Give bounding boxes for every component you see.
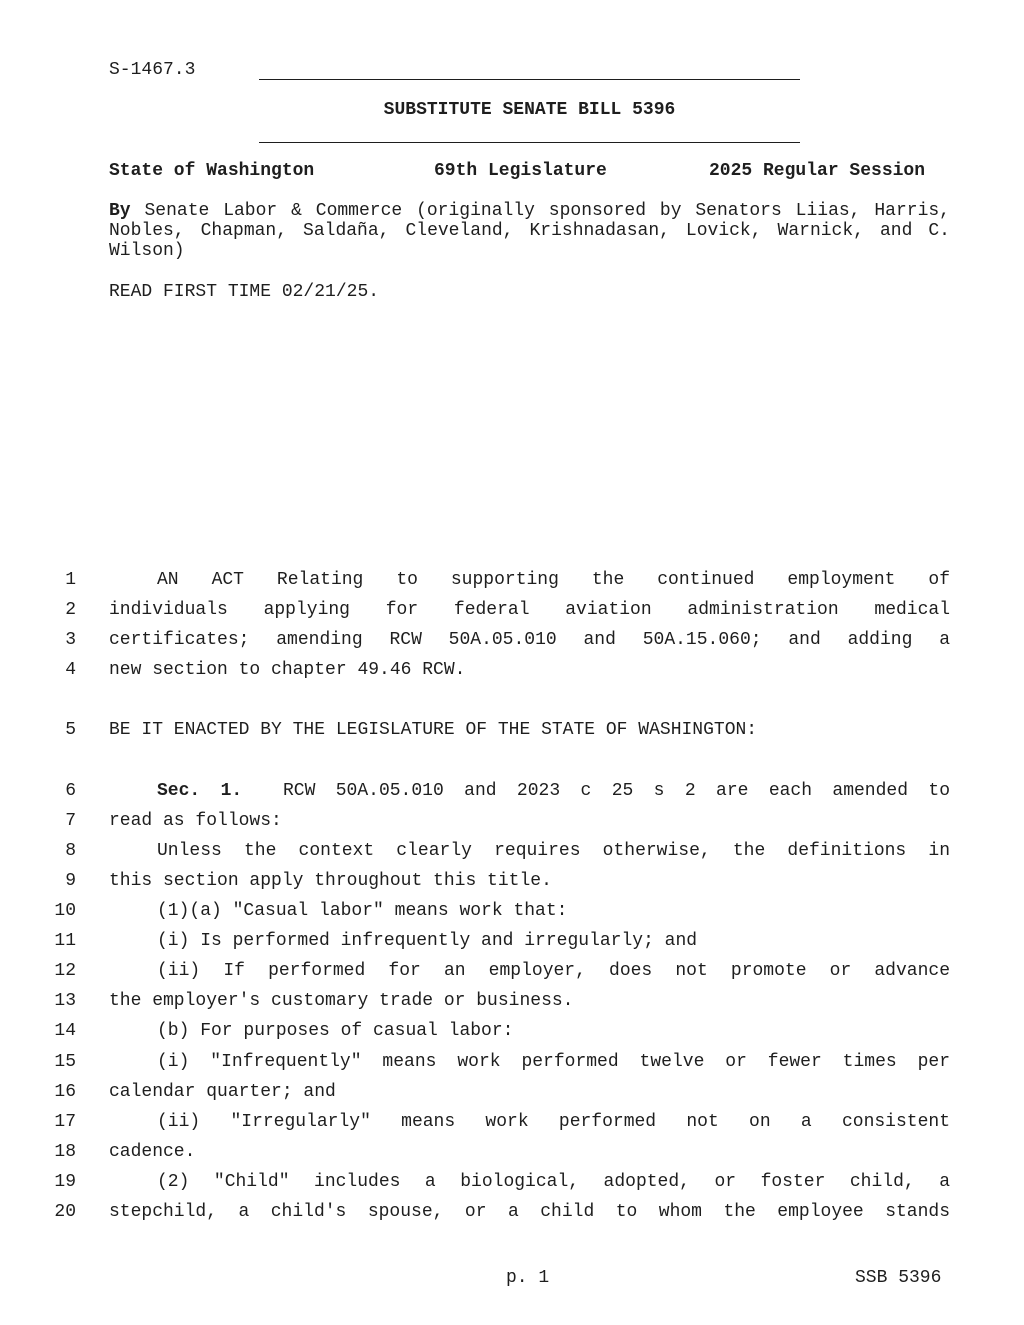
body-line: calendar quarter; and bbox=[109, 1082, 336, 1102]
body-line: cadence. bbox=[109, 1142, 196, 1162]
body-line: (ii) "Irregularly" means work performed not on a consistent bbox=[157, 1112, 950, 1132]
body-line: new section to chapter 49.46 RCW. bbox=[109, 660, 466, 680]
body-line: individuals applying for federal aviation administration medical bbox=[109, 600, 950, 620]
body-line: (i) Is performed infrequently and irregularly; and bbox=[157, 931, 698, 951]
bill-short-id: SSB 5396 bbox=[855, 1268, 942, 1288]
body-line: (ii) If performed for an employer, does not promote or advance bbox=[157, 961, 950, 981]
bottom-rule bbox=[259, 142, 800, 143]
section-number: Sec. 1. bbox=[157, 781, 243, 801]
read-first-time: READ FIRST TIME 02/21/25. bbox=[109, 282, 380, 302]
line-number: 5 bbox=[65, 720, 76, 740]
page-number: p. 1 bbox=[506, 1268, 550, 1288]
line-number: 19 bbox=[54, 1172, 76, 1192]
state-label: State of Washington bbox=[109, 161, 315, 181]
body-line: Unless the context clearly requires otherwise, the definitions in bbox=[157, 841, 950, 861]
line-number: 3 bbox=[65, 630, 76, 650]
line-number: 13 bbox=[54, 991, 76, 1011]
body-line: this section apply throughout this title. bbox=[109, 871, 552, 891]
body-line: the employer's customary trade or business. bbox=[109, 991, 574, 1011]
body-line: (i) "Infrequently" means work performed twelve or fewer times per bbox=[157, 1052, 950, 1072]
line-number: 11 bbox=[54, 931, 76, 951]
line-number: 12 bbox=[54, 961, 76, 981]
line-number: 15 bbox=[54, 1052, 76, 1072]
line-number: 20 bbox=[54, 1202, 76, 1222]
line-number: 10 bbox=[54, 901, 76, 921]
sponsors-text: Senate Labor & Commerce (originally sponsored by Senators Liias, Harris, Nobles, Chapman, Saldaña, Cleveland, Krishnadasan, Lovick, Warnick, and C. Wilson) bbox=[109, 201, 950, 261]
line-number: 2 bbox=[65, 600, 76, 620]
body-line: (1)(a) "Casual labor" means work that: bbox=[157, 901, 568, 921]
body-line: read as follows: bbox=[109, 811, 282, 831]
section-text: RCW 50A.05.010 and 2023 c 25 s 2 are each amended to bbox=[282, 781, 950, 801]
line-number: 1 bbox=[65, 570, 76, 590]
line-number: 8 bbox=[65, 841, 76, 861]
line-number: 18 bbox=[54, 1142, 76, 1162]
line-number: 7 bbox=[65, 811, 76, 831]
sponsors-block bbox=[109, 201, 950, 261]
legislature-label: 69th Legislature bbox=[434, 161, 607, 181]
body-line: certificates; amending RCW 50A.05.010 and 50A.15.060; and adding a bbox=[109, 630, 950, 650]
by-label: By bbox=[109, 201, 131, 221]
line-number: 17 bbox=[54, 1112, 76, 1132]
top-rule bbox=[259, 79, 800, 80]
line-number: 16 bbox=[54, 1082, 76, 1102]
session-label: 2025 Regular Session bbox=[709, 161, 926, 181]
document-id: S-1467.3 bbox=[109, 60, 196, 80]
section-heading bbox=[109, 781, 950, 801]
line-number: 4 bbox=[65, 660, 76, 680]
body-line: (2) "Child" includes a biological, adopted, or foster child, a bbox=[157, 1172, 950, 1192]
body-line: stepchild, a child's spouse, or a child to whom the employee stands bbox=[109, 1202, 950, 1222]
body-line: (b) For purposes of casual labor: bbox=[157, 1021, 514, 1041]
line-number: 14 bbox=[54, 1021, 76, 1041]
line-number: 9 bbox=[65, 871, 76, 891]
body-line: AN ACT Relating to supporting the continued employment of bbox=[157, 570, 950, 590]
enacting-clause: BE IT ENACTED BY THE LEGISLATURE OF THE STATE OF WASHINGTON: bbox=[109, 720, 758, 740]
line-number: 6 bbox=[65, 781, 76, 801]
bill-title: SUBSTITUTE SENATE BILL 5396 bbox=[383, 100, 676, 120]
